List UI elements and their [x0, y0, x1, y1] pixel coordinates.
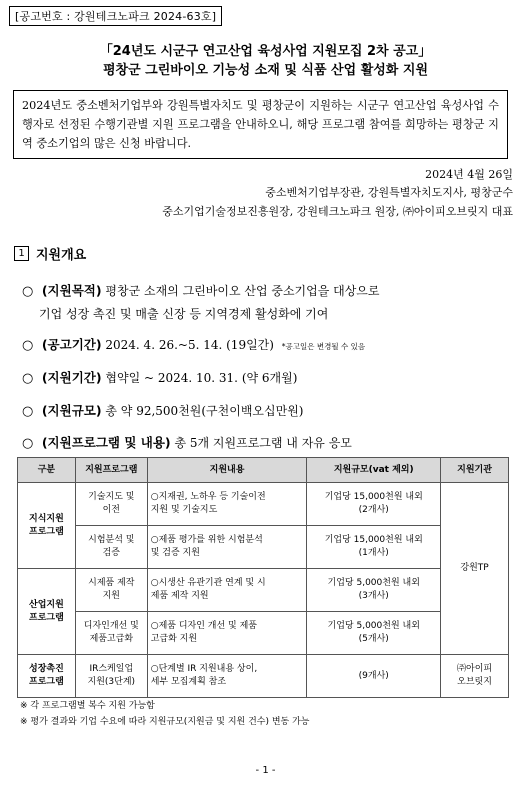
overview-scale [22, 400, 303, 423]
group-cell: 산업지원 프로그램 [18, 569, 76, 655]
header-program: 지원프로그램 [75, 458, 147, 483]
scale-cell: 기업당 5,000천원 내외 (3개사) [307, 569, 441, 612]
footnote: ※ 각 프로그램별 복수 지원 가능함 [20, 701, 155, 711]
title-line-2: 평창군 그린바이오 기능성 소재 및 식품 산업 활성화 지원 [102, 63, 429, 78]
content-cell: ○시생산 유관기관 연계 및 시 제품 제작 지원 [147, 569, 307, 612]
overview-text: 총 5개 지원프로그램 내 자유 응모 [174, 436, 352, 450]
overview-label: (지원프로그램 및 내용) [41, 435, 171, 450]
overview-text: 협약일 ~ 2024. 10. 31. (약 6개월) [105, 371, 298, 385]
overview-support-period [22, 367, 297, 390]
program-table [17, 457, 509, 698]
overview-purpose [22, 280, 380, 325]
overview-label: (지원규모) [41, 403, 102, 418]
agency-cell: 강원TP [441, 483, 509, 655]
content-cell: ○제품 디자인 개선 및 제품 고급화 지원 [147, 612, 307, 655]
overview-programs [22, 432, 352, 455]
content-cell: ○지재권, 노하우 등 기술이전 지원 및 기술지도 [147, 483, 307, 526]
group-cell: 지식지원 프로그램 [18, 483, 76, 569]
bullet-icon: ○ [22, 436, 34, 451]
section-title: 지원개요 [36, 248, 87, 263]
summary-text: 2024년도 중소벤처기업부와 강원특별자치도 및 평창군이 지원하는 시군구 연고산업 육성사업 수행자로 선정된 수행기관별 지원 프로그램을 안내하오니, 해당 프로그램 참여를 희망하는 평창군 지역 중소기업의 많은 신청 바랍니다. [22, 99, 499, 150]
scale-cell: 기업당 5,000천원 내외 (5개사) [307, 612, 441, 655]
table-row [18, 483, 509, 526]
table-row [18, 612, 509, 655]
table-row [18, 569, 509, 612]
agency-cell: ㈜아이피 오브릿지 [441, 655, 509, 698]
table-row [18, 526, 509, 569]
organizations-line-2: 중소기업기술정보진흥원장, 강원테크노파크 원장, ㈜아이피오브릿지 대표 [162, 205, 513, 218]
bullet-icon: ○ [22, 338, 34, 353]
bullet-icon: ○ [22, 284, 34, 299]
overview-period [22, 334, 365, 358]
scale-cell: 기업당 15,000천원 내외 (1개사) [307, 526, 441, 569]
announcement-date: 2024년 4월 26일 [425, 168, 513, 181]
header-category: 구분 [18, 458, 76, 483]
page-number: - 1 - [255, 765, 276, 776]
overview-label: (공고기간) [41, 337, 102, 352]
notice-number: [공고번호 : 강원테크노파크 2024-63호] [9, 6, 222, 26]
program-cell: 시험분석 및 검증 [75, 526, 147, 569]
overview-text-cont: 기업 성장 촉진 및 매출 신장 등 지역경제 활성화에 기여 [39, 307, 329, 321]
scale-cell: 기업당 15,000천원 내외 (2개사) [307, 483, 441, 526]
content-cell: ○단계별 IR 지원내용 상이, 세부 모집계획 참조 [147, 655, 307, 698]
organizations-line-1: 중소벤처기업부장관, 강원특별자치도지사, 평창군수 [265, 186, 513, 199]
header-scale: 지원규모(vat 제외) [307, 458, 441, 483]
footnote: ※ 평가 결과와 기업 수요에 따라 지원규모(지원금 및 지원 건수) 변동 가능 [20, 717, 310, 727]
section-number: 1 [14, 246, 29, 261]
header-content: 지원내용 [147, 458, 307, 483]
overview-text: 평창군 소재의 그린바이오 산업 중소기업을 대상으로 [105, 284, 380, 298]
bullet-icon: ○ [22, 404, 34, 419]
table-row [18, 655, 509, 698]
group-cell: 성장촉진 프로그램 [18, 655, 76, 698]
summary-box [13, 90, 508, 159]
bullet-icon: ○ [22, 371, 34, 386]
program-cell: 시제품 제작 지원 [75, 569, 147, 612]
overview-label: (지원목적) [41, 283, 102, 298]
program-cell: IR스케일업 지원(3단계) [75, 655, 147, 698]
overview-text: 2024. 4. 26.~5. 14. (19일간) [105, 338, 274, 352]
overview-label: (지원기간) [41, 370, 102, 385]
table-header-row [18, 458, 509, 483]
content-cell: ○제품 평가를 위한 시험분석 및 검증 지원 [147, 526, 307, 569]
program-cell: 기술지도 및 이전 [75, 483, 147, 526]
scale-cell: (9개사) [307, 655, 441, 698]
title-line-1: 「24년도 시군구 연고산업 육성사업 지원모집 2차 공고」 [99, 44, 432, 59]
overview-text: 총 약 92,500천원(구천이백오십만원) [105, 404, 304, 418]
section-heading [14, 244, 86, 263]
overview-note: *공고일은 변경될 수 있음 [281, 342, 366, 351]
header-agency: 지원기관 [441, 458, 509, 483]
program-cell: 디자인개선 및 제품고급화 [75, 612, 147, 655]
